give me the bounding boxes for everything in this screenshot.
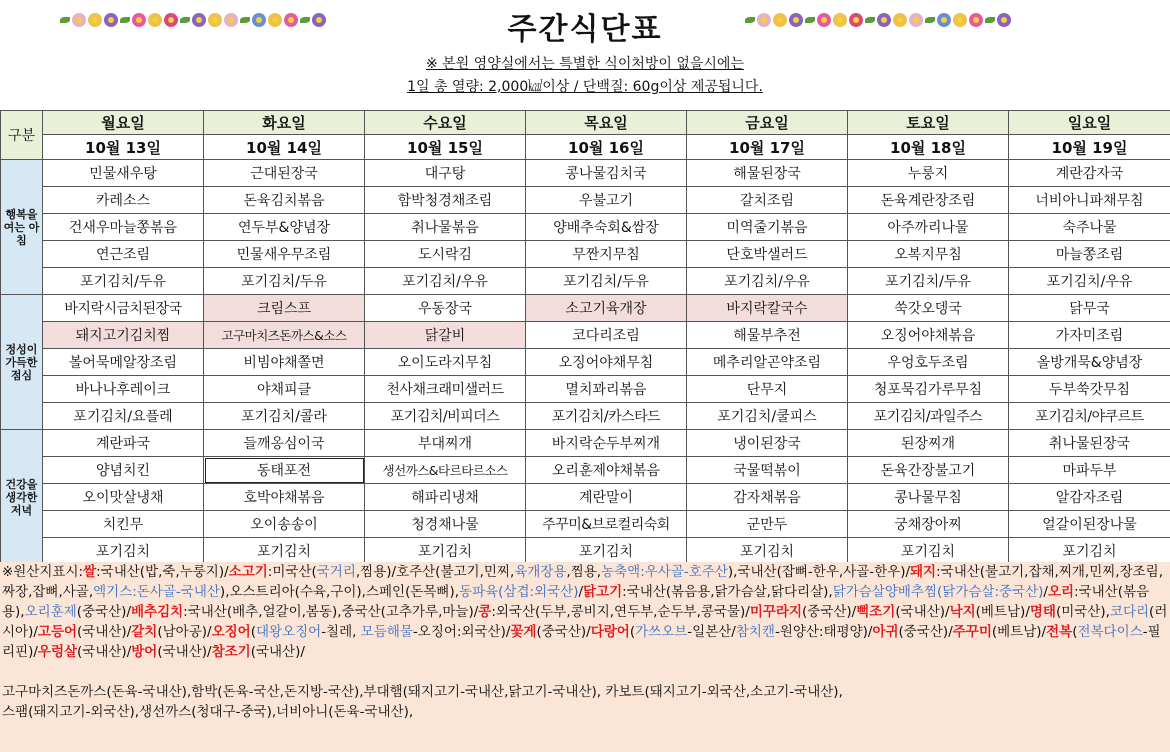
origin-ingredient: 쌀: [83, 564, 97, 580]
menu-row: [1, 538, 1170, 565]
menu-item: 건새우마늘쫑볶음: [43, 214, 204, 241]
menu-item: 오징어야채볶음: [848, 322, 1009, 349]
meal-label: 정성이 가득한 점심: [1, 295, 43, 430]
origin-ingredient: 고등어: [37, 624, 78, 640]
origin-detail: :국내산(불고기,잡채,찌개,민찌,장조림,짜장,잡뼈,사골,: [2, 564, 1163, 600]
spacer: [2, 662, 1168, 682]
menu-item: 단호박샐러드: [687, 241, 848, 268]
menu-item: 포기김치/우유: [687, 268, 848, 295]
day-label: 토요일: [848, 111, 1009, 135]
menu-item: 바지락시금치된장국: [43, 295, 204, 322]
menu-item: 얼갈이된장나물: [1009, 511, 1170, 538]
date-label: 10월 15일: [365, 135, 526, 160]
origin-detail: (중국산)/: [536, 624, 591, 640]
menu-item: 포기김치/카스타드: [526, 403, 687, 430]
menu-item: 포기김치: [687, 538, 848, 565]
menu-body: [1, 160, 1170, 565]
menu-item: 포기김치/두유: [43, 268, 204, 295]
menu-item: 카레소스: [43, 187, 204, 214]
origin-extra-line-1: 고구마치즈돈까스(돈육-국내산),함박(돈육-국산,돈지방-국산),부대햄(돼지고기-국내산,닭고기-국내산), 카보트(돼지고기-외국산,소고기-국내산),: [2, 684, 843, 700]
origin-detail: /: [1043, 584, 1048, 600]
origin-detail: 동파육(삼겹:외국산): [459, 584, 579, 600]
origin-detail: /: [578, 584, 584, 600]
menu-item: 닭갈비: [365, 322, 526, 349]
origin-detail: 코다리: [1109, 604, 1150, 620]
origin-ingredient: 배추김치: [131, 604, 184, 620]
origin-ingredient: 우렁살: [37, 644, 78, 660]
origin-detail: :외국산(두부,콩비지,연두부,순두부,콩국물)/: [491, 604, 750, 620]
origin-detail: (중국산)/: [76, 604, 131, 620]
menu-item: 알감자조림: [1009, 484, 1170, 511]
origin-detail: (국내산)/: [77, 644, 132, 660]
menu-row: [1, 241, 1170, 268]
origin-detail: 참치캔: [735, 624, 775, 640]
origin-detail: ),오스트리아(수육,구이),스페인(돈목뼈),: [219, 584, 460, 600]
menu-item: 돈육간장불고기: [848, 457, 1009, 484]
menu-item: 코다리조림: [526, 322, 687, 349]
menu-item: 함박청경채조림: [365, 187, 526, 214]
origin-detail: 대왕오징어: [255, 624, 322, 640]
menu-item: 궁채장아찌: [848, 511, 1009, 538]
menu-item: 포기김치: [848, 538, 1009, 565]
origin-ingredient: 명태: [1029, 604, 1056, 620]
menu-item: 계란말이: [526, 484, 687, 511]
menu-item: 포기김치/쿨피스: [687, 403, 848, 430]
menu-row: [1, 322, 1170, 349]
meal-label: 행복을 여는 아침: [1, 160, 43, 295]
menu-item: 포기김치/두유: [526, 268, 687, 295]
day-header-row: [1, 111, 1170, 135]
menu-item: 포기김치/우유: [365, 268, 526, 295]
origin-detail: (: [1072, 624, 1078, 640]
menu-item: 된장찌개: [848, 430, 1009, 457]
menu-item: 포기김치/두유: [848, 268, 1009, 295]
menu-item: 포기김치/두유: [204, 268, 365, 295]
menu-item: 청포묵김가루무침: [848, 376, 1009, 403]
date-header-row: [1, 135, 1170, 160]
menu-item: 해파리냉채: [365, 484, 526, 511]
origin-detail: (: [629, 624, 636, 640]
menu-item: 단무지: [687, 376, 848, 403]
menu-item: 포기김치: [204, 538, 365, 565]
menu-item: 포기김치: [365, 538, 526, 565]
menu-row: [1, 457, 1170, 484]
menu-item: 주꾸미&브로컬리숙회: [526, 511, 687, 538]
origin-ingredient: 닭고기: [583, 584, 623, 600]
origin-detail: (남아공)/: [157, 624, 212, 640]
menu-item: 포기김치/우유: [1009, 268, 1170, 295]
menu-item: 오복지무침: [848, 241, 1009, 268]
menu-item: 비빔야채쫄면: [204, 349, 365, 376]
menu-item: 근대된장국: [204, 160, 365, 187]
menu-item: 청경채나물: [365, 511, 526, 538]
origin-detail: 농축액:우사골-호주산: [601, 564, 728, 580]
menu-row: [1, 430, 1170, 457]
menu-item: 누룽지: [848, 160, 1009, 187]
page-header: [0, 0, 1170, 110]
date-label: 10월 13일: [43, 135, 204, 160]
menu-row: [1, 187, 1170, 214]
origin-detail: (: [250, 624, 256, 640]
menu-item: 콩나물김치국: [526, 160, 687, 187]
date-label: 10월 17일: [687, 135, 848, 160]
menu-item: 포기김치/비피더스: [365, 403, 526, 430]
origin-detail: 모듬해물: [360, 624, 413, 640]
menu-item: 두부쑥갓무침: [1009, 376, 1170, 403]
date-label: 10월 19일: [1009, 135, 1170, 160]
menu-item: 오이송송이: [204, 511, 365, 538]
origin-ingredient: 오리: [1047, 584, 1075, 600]
origin-info: [0, 562, 1170, 752]
menu-item: 숙주나물: [1009, 214, 1170, 241]
origin-detail: 가쓰오브: [635, 624, 688, 640]
origin-detail: (국내산)/: [157, 644, 212, 660]
menu-item: 호박야채볶음: [204, 484, 365, 511]
menu-item: 연근조림: [43, 241, 204, 268]
menu-row: [1, 160, 1170, 187]
menu-item: 취나물된장국: [1009, 430, 1170, 457]
day-label: 목요일: [526, 111, 687, 135]
origin-detail: 전복다이스: [1077, 624, 1143, 640]
menu-item: 돼지고기김치찜: [43, 322, 204, 349]
origin-ingredient: 참조기: [211, 644, 251, 660]
menu-item: 포기김치/콜라: [204, 403, 365, 430]
origin-detail: -오징어:외국산)/: [412, 624, 511, 640]
menu-item: 포기김치: [526, 538, 687, 565]
menu-item: 바지락순두부찌개: [526, 430, 687, 457]
origin-prefix: ※원산지표시:: [2, 564, 84, 580]
origin-detail: -원양산:태평양)/: [774, 624, 873, 640]
menu-item: 바나나후레이크: [43, 376, 204, 403]
date-label: 10월 14일: [204, 135, 365, 160]
origin-ingredient: 꽃게: [510, 624, 537, 640]
menu-item: 포기김치/과일주스: [848, 403, 1009, 430]
meal-label: 건강을 생각한 저녁: [1, 430, 43, 565]
menu-item: 부대찌개: [365, 430, 526, 457]
menu-item: 오이도라지무침: [365, 349, 526, 376]
day-label: 금요일: [687, 111, 848, 135]
origin-ingredient: 아귀: [872, 624, 899, 640]
menu-item: 군만두: [687, 511, 848, 538]
notice-line-1: ※ 본원 영양실에서는 특별한 식이처방이 없을시에는: [426, 56, 744, 72]
origin-detail: ,찜용)/호주산(불고기,민찌,: [355, 564, 515, 580]
menu-item: 볼어묵메알장조림: [43, 349, 204, 376]
origin-detail: 엑기스:돈사골-국내산: [93, 584, 220, 600]
menu-row: [1, 295, 1170, 322]
menu-item: 생선까스&타르타르소스: [365, 457, 526, 484]
flower-decoration-right: [745, 8, 1011, 32]
origin-detail: (국내산)/: [77, 624, 132, 640]
origin-ingredient: 낙지: [949, 604, 976, 620]
origin-detail: :국내산(볶음용),: [2, 584, 1150, 620]
menu-item: 너비아니파채무침: [1009, 187, 1170, 214]
origin-detail: :국내산(배추,얼갈이,봄동),중국산(고추가루,마늘)/: [183, 604, 479, 620]
menu-row: [1, 511, 1170, 538]
origin-ingredient: 콩: [478, 604, 492, 620]
menu-item: 민물새우무조림: [204, 241, 365, 268]
gubun-label: 구분: [1, 111, 43, 160]
menu-item: 대구탕: [365, 160, 526, 187]
origin-ingredient: 방어: [131, 644, 158, 660]
origin-statement: [2, 562, 1168, 662]
menu-item: 양배추숙회&쌈장: [526, 214, 687, 241]
origin-detail: 닭가슴살양배추찜(닭가슴살:중국산): [832, 584, 1044, 600]
menu-item: 무짠지무침: [526, 241, 687, 268]
menu-item: 갈치조림: [687, 187, 848, 214]
origin-detail: ),국내산(잡뼈-한우,사골-한우)/: [727, 564, 911, 580]
day-label: 화요일: [204, 111, 365, 135]
day-label: 일요일: [1009, 111, 1170, 135]
origin-detail: :국내산(볶음용,닭가슴살,닭다리살),: [622, 584, 833, 600]
origin-detail: (베트남)/: [975, 604, 1030, 620]
menu-item: 포기김치: [1009, 538, 1170, 565]
date-label: 10월 16일: [526, 135, 687, 160]
menu-row: [1, 214, 1170, 241]
menu-item: 아주까리나물: [848, 214, 1009, 241]
menu-item: 계란감자국: [1009, 160, 1170, 187]
page-title: 주간식단표: [507, 12, 663, 47]
origin-detail: :국내산(밥,죽,누룽지)/: [96, 564, 229, 580]
menu-item: 바지락칼국수: [687, 295, 848, 322]
menu-item: 멸치꽈리볶음: [526, 376, 687, 403]
day-label: 월요일: [43, 111, 204, 135]
menu-item: 취나물볶음: [365, 214, 526, 241]
menu-item: 우엉호두조림: [848, 349, 1009, 376]
menu-item: 오징어야채무침: [526, 349, 687, 376]
origin-detail: (중국산)/: [898, 624, 953, 640]
menu-item: 닭무국: [1009, 295, 1170, 322]
origin-ingredient: 뻑조기: [856, 604, 896, 620]
menu-item: 양념치킨: [43, 457, 204, 484]
menu-item: 우불고기: [526, 187, 687, 214]
origin-ingredient: 미꾸라지: [749, 604, 802, 620]
origin-ingredient: 돼지: [910, 564, 937, 580]
menu-item: 야채피클: [204, 376, 365, 403]
origin-detail: 국거리: [316, 564, 356, 580]
day-label: 수요일: [365, 111, 526, 135]
origin-detail: (러시아)/: [2, 604, 1168, 640]
menu-item: 가자미조림: [1009, 322, 1170, 349]
origin-detail: :미국산(: [267, 564, 317, 580]
menu-item: 돈육김치볶음: [204, 187, 365, 214]
weekly-menu-table: [0, 110, 1170, 565]
origin-detail: -일본산/: [687, 624, 736, 640]
menu-row: [1, 268, 1170, 295]
origin-ingredient: 다랑어: [590, 624, 630, 640]
menu-item: 오이맛살냉채: [43, 484, 204, 511]
menu-item: 미역줄기볶음: [687, 214, 848, 241]
menu-item: 동태포전: [204, 457, 365, 484]
menu-item: 들깨옹심이국: [204, 430, 365, 457]
menu-item: 소고기육개장: [526, 295, 687, 322]
origin-detail: -필리핀)/: [2, 624, 1161, 660]
menu-item: 치킨무: [43, 511, 204, 538]
origin-ingredient: 소고기: [228, 564, 268, 580]
menu-item: 해물부추전: [687, 322, 848, 349]
origin-detail: 오리훈제: [24, 604, 77, 620]
menu-item: 냉이된장국: [687, 430, 848, 457]
menu-item: 쑥갓오뎅국: [848, 295, 1009, 322]
menu-item: 크림스프: [204, 295, 365, 322]
menu-item: 콩나물무침: [848, 484, 1009, 511]
menu-item: 포기김치: [43, 538, 204, 565]
menu-item: 메추리알곤약조림: [687, 349, 848, 376]
menu-row: [1, 376, 1170, 403]
menu-item: 올방개묵&양념장: [1009, 349, 1170, 376]
notice-line-2: 1일 총 열량: 2,000㎉이상 / 단백질: 60g이상 제공됩니다.: [407, 79, 763, 95]
menu-item: 마늘쫑조림: [1009, 241, 1170, 268]
flower-decoration-left: [60, 8, 326, 32]
menu-row: [1, 403, 1170, 430]
menu-item: 해물된장국: [687, 160, 848, 187]
menu-item: 우동장국: [365, 295, 526, 322]
origin-detail: (베트남)/: [991, 624, 1047, 640]
origin-ingredient: 전복: [1046, 624, 1073, 640]
menu-item: 돈육계란장조림: [848, 187, 1009, 214]
menu-item: 계란파국: [43, 430, 204, 457]
origin-ingredient: 갈치: [131, 624, 158, 640]
menu-item: 국물떡볶이: [687, 457, 848, 484]
date-label: 10월 18일: [848, 135, 1009, 160]
menu-item: 감자채볶음: [687, 484, 848, 511]
menu-item: 연두부&양념장: [204, 214, 365, 241]
origin-detail: (미국산),: [1055, 604, 1110, 620]
origin-detail: ,찜용,: [566, 564, 602, 580]
menu-row: [1, 484, 1170, 511]
menu-item: 천사채크래미샐러드: [365, 376, 526, 403]
origin-detail: (국내산)/: [895, 604, 950, 620]
menu-item: 포기김치/요플레: [43, 403, 204, 430]
menu-item: 민물새우탕: [43, 160, 204, 187]
menu-row: [1, 349, 1170, 376]
origin-extra-line-2: 스팸(돼지고기-외국산),생선까스(청대구-중국),너비아니(돈육-국내산),: [2, 704, 414, 720]
menu-item: 도시락김: [365, 241, 526, 268]
menu-item: 포기김치/야쿠르트: [1009, 403, 1170, 430]
origin-detail: (국내산)/: [250, 644, 305, 660]
origin-ingredient: 주꾸미: [952, 624, 992, 640]
origin-ingredient: 오징어: [211, 624, 251, 640]
origin-detail: (중국산)/: [802, 604, 857, 620]
menu-item: 고구마치즈돈까스&소스: [204, 322, 365, 349]
menu-item: 마파두부: [1009, 457, 1170, 484]
origin-detail: 육개장용: [514, 564, 567, 580]
origin-detail: -칠레,: [321, 624, 361, 640]
menu-item: 오리훈제야채볶음: [526, 457, 687, 484]
